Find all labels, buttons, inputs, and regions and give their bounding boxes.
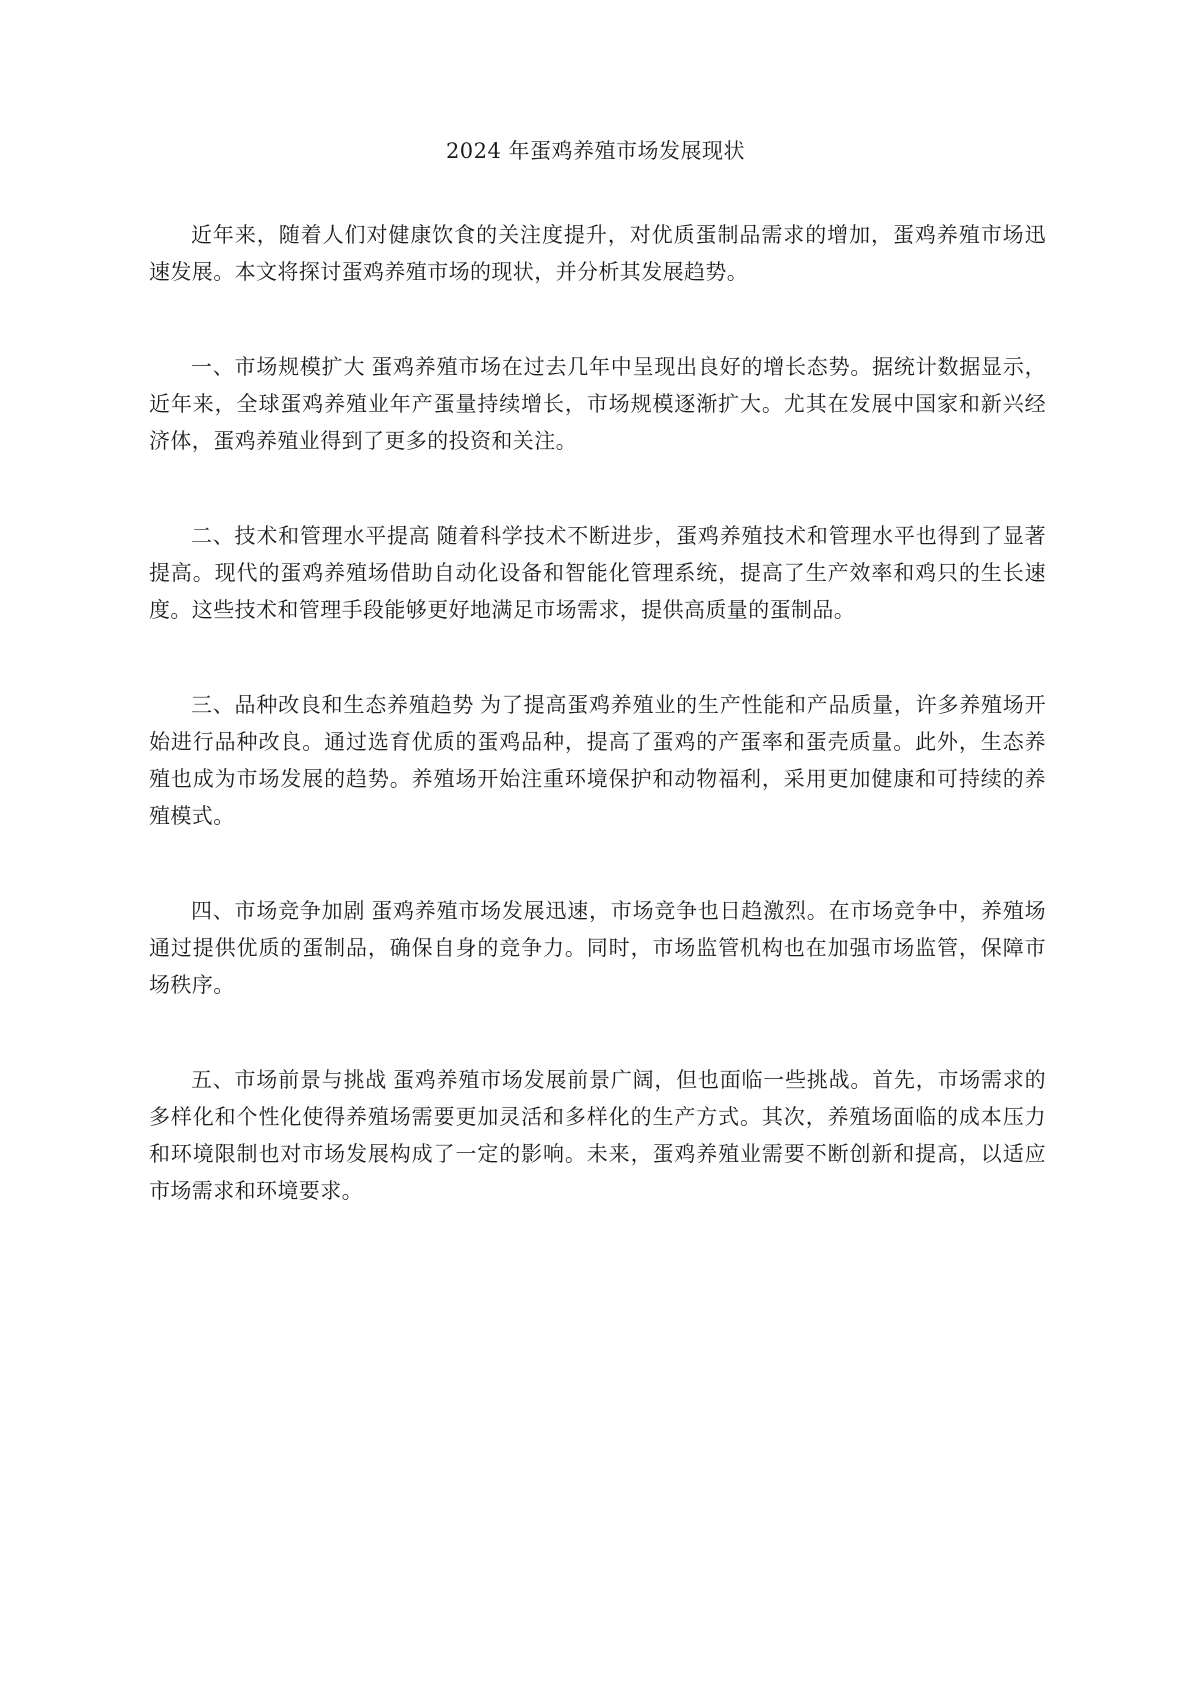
section-paragraph-3 — [149, 687, 1046, 835]
section-paragraph-1 — [149, 349, 1046, 460]
section-text-5: 蛋鸡养殖市场发展前景广阔，但也面临一些挑战。首先，市场需求的多样化和个性化使得养殖场需要更加灵活和多样化的生产方式。其次，养殖场面临的成本压力和环境限制也对市场发展构成了一定的影响。未来，蛋鸡养殖业需要不断创新和提高，以适应市场需求和环境要求。 — [149, 1068, 1046, 1203]
section-text-3: 为了提高蛋鸡养殖业的生产性能和产品质量，许多养殖场开始进行品种改良。通过选育优质的蛋鸡品种，提高了蛋鸡的产蛋率和蛋壳质量。此外，生态养殖也成为市场发展的趋势。养殖场开始注重环境保护和动物福利，采用更加健康和可持续的养殖模式。 — [149, 693, 1046, 828]
section-heading-4: 四、市场竞争加剧 — [191, 899, 366, 923]
document-title: 2024 年蛋鸡养殖市场发展现状 — [445, 139, 746, 163]
section-heading-2: 二、技术和管理水平提高 — [191, 524, 431, 548]
section-text-1: 蛋鸡养殖市场在过去几年中呈现出良好的增长态势。据统计数据显示，近年来，全球蛋鸡养殖业年产蛋量持续增长，市场规模逐渐扩大。尤其在发展中国家和新兴经济体，蛋鸡养殖业得到了更多的投资和关注。 — [149, 355, 1046, 453]
section-paragraph-4 — [149, 893, 1046, 1004]
intro-paragraph: 近年来，随着人们对健康饮食的关注度提升，对优质蛋制品需求的增加，蛋鸡养殖市场迅速发展。本文将探讨蛋鸡养殖市场的现状，并分析其发展趋势。 — [149, 223, 1046, 284]
section-heading-1: 一、市场规模扩大 — [191, 355, 366, 379]
section-heading-3: 三、品种改良和生态养殖趋势 — [191, 693, 475, 717]
section-heading-5: 五、市场前景与挑战 — [191, 1068, 388, 1092]
section-text-4: 蛋鸡养殖市场发展迅速，市场竞争也日趋激烈。在市场竞争中，养殖场通过提供优质的蛋制品，确保自身的竞争力。同时，市场监管机构也在加强市场监管，保障市场秩序。 — [149, 899, 1046, 997]
section-text-2: 随着科学技术不断进步，蛋鸡养殖技术和管理水平也得到了显著提高。现代的蛋鸡养殖场借助自动化设备和智能化管理系统，提高了生产效率和鸡只的生长速度。这些技术和管理手段能够更好地满足市场需求，提供高质量的蛋制品。 — [149, 524, 1047, 622]
document-body — [149, 217, 1046, 1268]
section-paragraph-2 — [149, 518, 1046, 629]
section-paragraph-5 — [149, 1062, 1046, 1210]
